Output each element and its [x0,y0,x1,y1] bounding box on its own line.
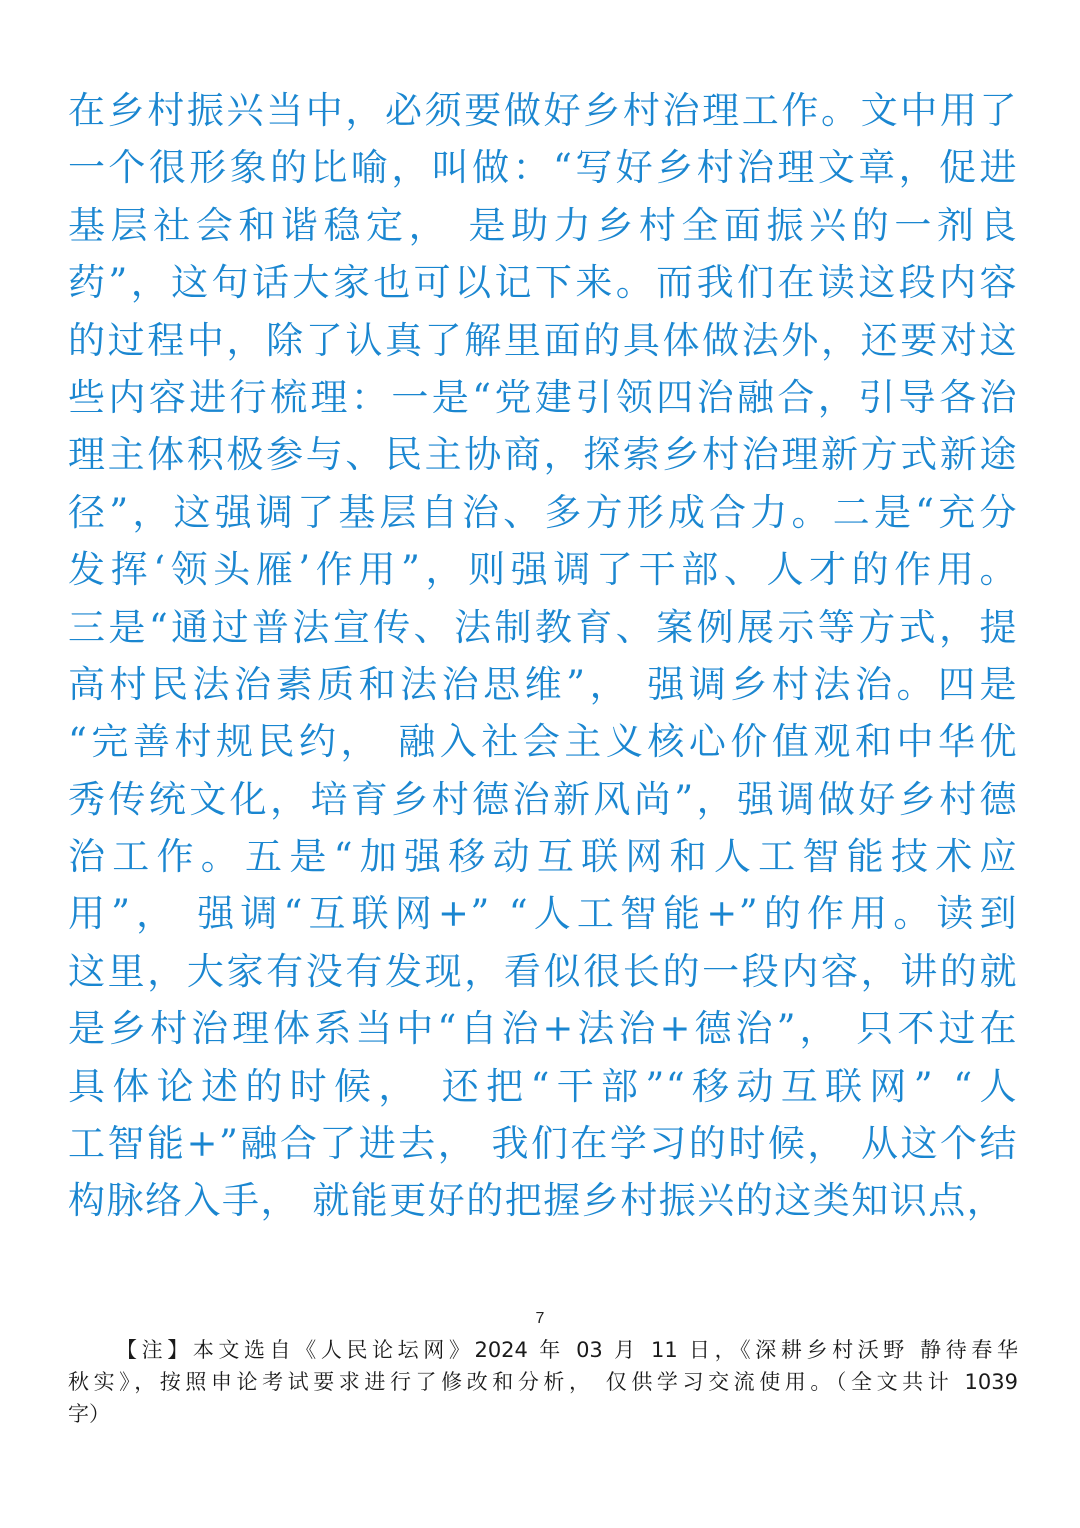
body-line: 发挥‘领头雁’作用”，则强调了干部、人才的作用。 [68,548,1018,592]
body-line: 的过程中，除了认真了解里面的具体做法外，还要对这 [68,318,1018,362]
body-line: 些内容进行梳理：一是“党建引领四治融合，引导各治 [68,375,1018,419]
body-line: 具体论述的时候， 还把“干部”“移动互联网” “人 [68,1064,1018,1108]
note-line: 【注】本文选自《人民论坛网》2024 年 03 月 11 日，《深耕乡村沃野 静待春华 [116,1338,1018,1362]
body-line: 治工作。五是“加强移动互联网和人工智能技术应 [68,835,1018,879]
body-line: 构脉络入手， 就能更好的把握乡村振兴的这类知识点， [68,1179,1006,1223]
source-note [68,1334,1018,1430]
body-line: 一个很形象的比喻，叫做：“写好乡村治理文章，促进 [68,146,1018,190]
body-line: 径”，这强调了基层自治、多方形成合力。二是“充分 [68,490,1018,534]
note-line: 秋实》，按照申论考试要求进行了修改和分析， 仅供学习交流使用。（全文共计 1039 [68,1370,1018,1394]
body-line: 药”，这句话大家也可以记下来。而我们在读这段内容 [68,261,1018,305]
body-line: 用”， 强调“互联网+” “人工智能+”的作用。读到 [68,892,1018,936]
body-line: 理主体积极参与、民主协商，探索乡村治理新方式新途 [68,433,1018,477]
body-line: 三是“通过普法宣传、法制教育、案例展示等方式，提 [68,605,1018,649]
body-line: 工智能+”融合了进去， 我们在学习的时候， 从这个结 [68,1122,1018,1166]
body-paragraph [68,82,1018,1230]
body-line: 在乡村振兴当中，必须要做好乡村治理工作。文中用了 [68,89,1018,132]
body-line: 秀传统文化，培育乡村德治新风尚”，强调做好乡村德 [68,777,1018,821]
body-line: “完善村规民约， 融入社会主义核心价值观和中华优 [68,720,1018,764]
body-line: 是乡村治理体系当中“自治+法治+德治”， 只不过在 [68,1007,1018,1051]
body-line: 基层社会和谐稳定， 是助力乡村全面振兴的一剂良 [68,203,1018,247]
body-line: 这里，大家有没有发现，看似很长的一段内容，讲的就 [68,949,1018,993]
body-line: 高村民法治素质和法治思维”， 强调乡村法治。四是 [68,662,1018,706]
page-number: 7 [535,1310,545,1327]
note-line: 字） [68,1402,110,1426]
